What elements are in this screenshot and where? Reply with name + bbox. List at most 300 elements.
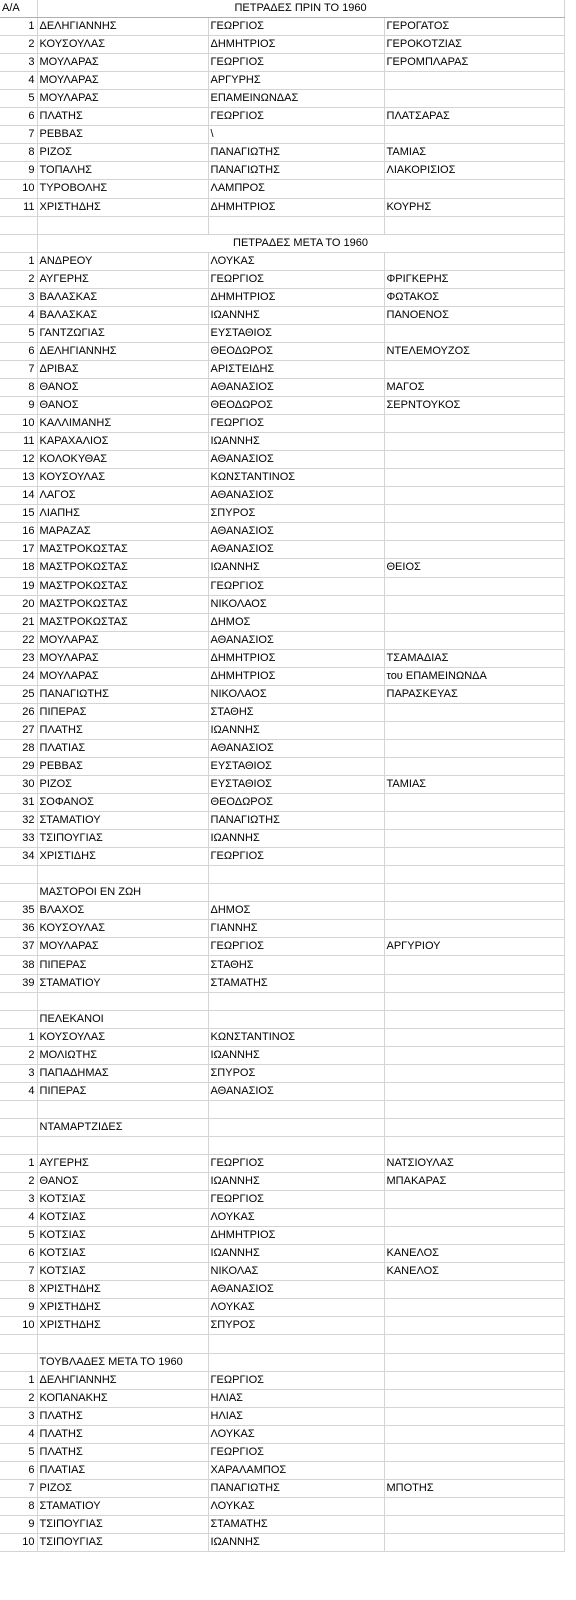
cell-nickname[interactable]: ΜΠΟΤΗΣ [384, 1479, 564, 1497]
cell-firstname[interactable]: ΑΘΑΝΑΣΙΟΣ [208, 378, 384, 396]
cell-nickname[interactable] [384, 1425, 564, 1443]
cell-firstname[interactable] [208, 866, 384, 884]
cell-nickname[interactable] [384, 757, 564, 775]
cell-firstname[interactable]: ΝΙΚΟΛΑΟΣ [208, 595, 384, 613]
cell-firstname[interactable]: ΣΤΑΜΑΤΗΣ [208, 974, 384, 992]
cell-number[interactable]: 19 [0, 577, 37, 595]
cell-surname[interactable]: ΠΙΠΕΡΑΣ [37, 703, 208, 721]
cell-surname[interactable] [37, 1100, 208, 1118]
cell-number[interactable]: 16 [0, 523, 37, 541]
cell-nickname[interactable] [384, 360, 564, 378]
cell-firstname[interactable]: ΣΠΥΡΟΣ [208, 1064, 384, 1082]
cell-firstname[interactable]: ΠΑΝΑΓΙΩΤΗΣ [208, 812, 384, 830]
cell-surname[interactable]: ΜΟΥΛΑΡΑΣ [37, 72, 208, 90]
cell-surname[interactable]: ΡΕΒΒΑΣ [37, 126, 208, 144]
cell-nickname[interactable] [384, 794, 564, 812]
cell-number[interactable]: 9 [0, 397, 37, 415]
cell-firstname[interactable]: ΚΩΝΣΤΑΝΤΙΝΟΣ [208, 469, 384, 487]
cell-surname[interactable]: ΣΤΑΜΑΤΙΟΥ [37, 812, 208, 830]
cell-number[interactable]: 27 [0, 721, 37, 739]
header-title[interactable]: ΠΕΤΡΑΔΕΣ ΠΡΙΝ ΤΟ 1960 [37, 0, 564, 18]
cell-surname[interactable]: ΛΙΑΠΗΣ [37, 505, 208, 523]
cell-number[interactable]: 7 [0, 1479, 37, 1497]
cell-firstname[interactable] [208, 884, 384, 902]
cell-number[interactable]: 11 [0, 198, 37, 216]
cell-number[interactable]: 9 [0, 1299, 37, 1317]
cell-surname[interactable]: ΜΑΣΤΡΟΚΩΣΤΑΣ [37, 613, 208, 631]
cell-nickname[interactable] [384, 1533, 564, 1551]
cell-nickname[interactable] [384, 721, 564, 739]
cell-surname[interactable]: ΚΟΥΣΟΥΛΑΣ [37, 469, 208, 487]
cell-number[interactable] [0, 1353, 37, 1371]
cell-number[interactable]: 1 [0, 1028, 37, 1046]
cell-surname[interactable]: ΜΟΥΛΑΡΑΣ [37, 54, 208, 72]
cell-firstname[interactable]: ΔΗΜΗΤΡΙΟΣ [208, 36, 384, 54]
cell-surname[interactable]: ΡΙΖΟΣ [37, 1479, 208, 1497]
cell-firstname[interactable]: ΗΛΙΑΣ [208, 1389, 384, 1407]
cell-number[interactable]: 3 [0, 1407, 37, 1425]
cell-firstname[interactable]: ΙΩΑΝΝΗΣ [208, 1245, 384, 1263]
cell-number[interactable]: 4 [0, 72, 37, 90]
cell-firstname[interactable]: ΙΩΑΝΝΗΣ [208, 306, 384, 324]
cell-number[interactable]: 18 [0, 559, 37, 577]
cell-firstname[interactable] [208, 1118, 384, 1136]
cell-surname[interactable]: ΡΕΒΒΑΣ [37, 757, 208, 775]
cell-number[interactable]: 1 [0, 1155, 37, 1173]
cell-surname[interactable]: ΧΡΙΣΤΙΔΗΣ [37, 848, 208, 866]
cell-nickname[interactable] [384, 830, 564, 848]
cell-surname[interactable]: ΚΟΥΣΟΥΛΑΣ [37, 920, 208, 938]
cell-nickname[interactable] [384, 812, 564, 830]
cell-nickname[interactable] [384, 1209, 564, 1227]
cell-nickname[interactable]: ΘΕΙΟΣ [384, 559, 564, 577]
cell-firstname[interactable]: ΠΑΝΑΓΙΩΤΗΣ [208, 144, 384, 162]
cell-firstname[interactable]: ΙΩΑΝΝΗΣ [208, 433, 384, 451]
cell-surname[interactable]: ΑΥΓΕΡΗΣ [37, 1155, 208, 1173]
cell-surname[interactable]: ΜΑΣΤΟΡΟΙ ΕΝ ΖΩΗ [37, 884, 208, 902]
cell-number[interactable]: 31 [0, 794, 37, 812]
cell-surname[interactable]: ΔΡΙΒΑΣ [37, 360, 208, 378]
cell-number[interactable]: 10 [0, 1317, 37, 1335]
cell-number[interactable]: 10 [0, 180, 37, 198]
cell-number[interactable]: 6 [0, 1245, 37, 1263]
cell-firstname[interactable]: ΙΩΑΝΝΗΣ [208, 1173, 384, 1191]
cell-firstname[interactable]: ΑΡΙΣΤΕΙΔΗΣ [208, 360, 384, 378]
cell-surname[interactable]: ΠΙΠΕΡΑΣ [37, 1082, 208, 1100]
cell-number[interactable]: 22 [0, 631, 37, 649]
cell-firstname[interactable]: ΣΠΥΡΟΣ [208, 1317, 384, 1335]
cell-number[interactable]: 9 [0, 162, 37, 180]
cell-nickname[interactable]: ΚΑΝΕΛΟΣ [384, 1245, 564, 1263]
cell-firstname[interactable]: ΙΩΑΝΝΗΣ [208, 830, 384, 848]
cell-firstname[interactable]: ΙΩΑΝΝΗΣ [208, 1046, 384, 1064]
cell-surname[interactable] [37, 216, 208, 234]
cell-number[interactable]: 15 [0, 505, 37, 523]
cell-surname[interactable]: ΜΟΥΛΑΡΑΣ [37, 649, 208, 667]
cell-firstname[interactable] [208, 1010, 384, 1028]
cell-number[interactable]: 7 [0, 360, 37, 378]
cell-firstname[interactable]: ΝΙΚΟΛΑΟΣ [208, 685, 384, 703]
cell-nickname[interactable] [384, 505, 564, 523]
cell-nickname[interactable]: ΝΤΕΛΕΜΟΥΖΟΣ [384, 342, 564, 360]
cell-number[interactable]: 4 [0, 1209, 37, 1227]
cell-nickname[interactable] [384, 902, 564, 920]
cell-firstname[interactable]: ΕΥΣΤΑΘΙΟΣ [208, 324, 384, 342]
cell-firstname[interactable]: ΓΕΩΡΓΙΟΣ [208, 108, 384, 126]
cell-surname[interactable] [37, 866, 208, 884]
cell-number[interactable] [0, 1010, 37, 1028]
cell-firstname[interactable]: ΓΕΩΡΓΙΟΣ [208, 938, 384, 956]
cell-surname[interactable]: ΘΑΝΟΣ [37, 397, 208, 415]
cell-number[interactable]: 37 [0, 938, 37, 956]
cell-number[interactable]: 1 [0, 18, 37, 36]
cell-firstname[interactable]: ΓΙΑΝΝΗΣ [208, 920, 384, 938]
cell-firstname[interactable]: ΕΥΣΤΑΘΙΟΣ [208, 776, 384, 794]
cell-firstname[interactable]: ΛΟΥΚΑΣ [208, 252, 384, 270]
cell-surname[interactable]: ΜΟΥΛΑΡΑΣ [37, 631, 208, 649]
cell-nickname[interactable]: ΤΑΜΙΑΣ [384, 776, 564, 794]
cell-nickname[interactable] [384, 1515, 564, 1533]
cell-nickname[interactable] [384, 433, 564, 451]
cell-number[interactable]: 6 [0, 1461, 37, 1479]
cell-surname[interactable]: ΠΑΠΑΔΗΜΑΣ [37, 1064, 208, 1082]
cell-firstname[interactable]: ΑΘΑΝΑΣΙΟΣ [208, 523, 384, 541]
cell-nickname[interactable] [384, 1010, 564, 1028]
cell-firstname[interactable]: ΧΑΡΑΛΑΜΠΟΣ [208, 1461, 384, 1479]
cell-number[interactable]: 5 [0, 324, 37, 342]
cell-firstname[interactable] [208, 216, 384, 234]
cell-number[interactable]: 21 [0, 613, 37, 631]
cell-nickname[interactable]: ΠΑΝΟΕΝΟΣ [384, 306, 564, 324]
cell-number[interactable]: 2 [0, 36, 37, 54]
cell-nickname[interactable]: ΠΛΑΤΣΑΡΑΣ [384, 108, 564, 126]
cell-surname[interactable]: ΔΕΛΗΓΙΑΝΝΗΣ [37, 1371, 208, 1389]
cell-number[interactable]: 3 [0, 54, 37, 72]
cell-number[interactable]: 4 [0, 1425, 37, 1443]
cell-firstname[interactable]: ΔΗΜΗΤΡΙΟΣ [208, 1227, 384, 1245]
cell-firstname[interactable]: ΔΗΜΗΤΡΙΟΣ [208, 649, 384, 667]
cell-surname[interactable]: ΚΟΥΣΟΥΛΑΣ [37, 36, 208, 54]
cell-firstname[interactable]: ΣΤΑΜΑΤΗΣ [208, 1515, 384, 1533]
cell-number[interactable]: 17 [0, 541, 37, 559]
cell-surname[interactable]: ΜΟΥΛΑΡΑΣ [37, 90, 208, 108]
cell-number[interactable]: 6 [0, 342, 37, 360]
cell-surname[interactable] [37, 1136, 208, 1154]
cell-surname[interactable]: ΤΣΙΠΟΥΓΙΑΣ [37, 1515, 208, 1533]
cell-surname[interactable]: ΚΟΥΣΟΥΛΑΣ [37, 1028, 208, 1046]
cell-number[interactable]: 13 [0, 469, 37, 487]
cell-nickname[interactable]: ΓΕΡΟΓΑΤΟΣ [384, 18, 564, 36]
cell-nickname[interactable]: ΤΣΑΜΑΔΙΑΣ [384, 649, 564, 667]
cell-nickname[interactable]: ΓΕΡΟΚΟΤΖΙΑΣ [384, 36, 564, 54]
cell-number[interactable]: 32 [0, 812, 37, 830]
cell-surname[interactable]: ΒΛΑΧΟΣ [37, 902, 208, 920]
cell-nickname[interactable] [384, 1028, 564, 1046]
cell-surname[interactable]: ΚΟΤΣΙΑΣ [37, 1227, 208, 1245]
cell-number[interactable] [0, 884, 37, 902]
cell-number[interactable]: 5 [0, 90, 37, 108]
cell-number[interactable]: 11 [0, 433, 37, 451]
cell-firstname[interactable]: ΓΕΩΡΓΙΟΣ [208, 415, 384, 433]
cell-number[interactable]: 20 [0, 595, 37, 613]
cell-number[interactable] [0, 1136, 37, 1154]
cell-nickname[interactable] [384, 252, 564, 270]
cell-surname[interactable]: ΔΕΛΗΓΙΑΝΝΗΣ [37, 18, 208, 36]
cell-nickname[interactable] [384, 1299, 564, 1317]
cell-number[interactable]: 30 [0, 776, 37, 794]
cell-firstname[interactable]: ΑΘΑΝΑΣΙΟΣ [208, 631, 384, 649]
cell-number[interactable]: 36 [0, 920, 37, 938]
cell-nickname[interactable] [384, 1461, 564, 1479]
cell-firstname[interactable]: ΕΠΑΜΕΙΝΩΝΔΑΣ [208, 90, 384, 108]
cell-number[interactable]: 14 [0, 487, 37, 505]
cell-surname[interactable]: ΑΥΓΕΡΗΣ [37, 270, 208, 288]
cell-surname[interactable]: ΒΑΛΑΣΚΑΣ [37, 288, 208, 306]
section-title[interactable]: ΠΕΤΡΑΔΕΣ ΜΕΤΑ ΤΟ 1960 [37, 234, 564, 252]
cell-firstname[interactable]: ΓΕΩΡΓΙΟΣ [208, 1155, 384, 1173]
cell-firstname[interactable] [208, 1100, 384, 1118]
cell-surname[interactable]: ΧΡΙΣΤΗΔΗΣ [37, 1281, 208, 1299]
cell-number[interactable]: 35 [0, 902, 37, 920]
cell-nickname[interactable] [384, 1335, 564, 1353]
cell-firstname[interactable]: ΛΟΥΚΑΣ [208, 1299, 384, 1317]
cell-nickname[interactable] [384, 974, 564, 992]
cell-number[interactable]: 24 [0, 667, 37, 685]
cell-nickname[interactable]: ΜΑΓΟΣ [384, 378, 564, 396]
cell-nickname[interactable] [384, 1136, 564, 1154]
cell-surname[interactable] [37, 1335, 208, 1353]
cell-surname[interactable]: ΒΑΛΑΣΚΑΣ [37, 306, 208, 324]
cell-number[interactable]: 8 [0, 144, 37, 162]
cell-number[interactable]: 4 [0, 1082, 37, 1100]
cell-number[interactable]: 33 [0, 830, 37, 848]
cell-firstname[interactable]: ΝΙΚΟΛΑΣ [208, 1263, 384, 1281]
cell-surname[interactable]: ΚΟΤΣΙΑΣ [37, 1209, 208, 1227]
cell-surname[interactable]: ΠΛΑΤΙΑΣ [37, 739, 208, 757]
cell-number[interactable]: 10 [0, 1533, 37, 1551]
cell-surname[interactable]: ΧΡΙΣΤΗΔΗΣ [37, 1317, 208, 1335]
cell-firstname[interactable]: ΗΛΙΑΣ [208, 1407, 384, 1425]
cell-surname[interactable]: ΓΑΝΤΖΩΓΙΑΣ [37, 324, 208, 342]
cell-surname[interactable]: ΠΛΑΤΗΣ [37, 1407, 208, 1425]
cell-nickname[interactable] [384, 631, 564, 649]
cell-surname[interactable]: ΠΛΑΤΗΣ [37, 1425, 208, 1443]
cell-firstname[interactable]: ΑΡΓΥΡΗΣ [208, 72, 384, 90]
cell-surname[interactable]: ΜΑΣΤΡΟΚΩΣΤΑΣ [37, 577, 208, 595]
cell-surname[interactable]: ΧΡΙΣΤΗΔΗΣ [37, 198, 208, 216]
cell-nickname[interactable] [384, 1118, 564, 1136]
cell-number[interactable]: 39 [0, 974, 37, 992]
cell-number[interactable]: 3 [0, 1191, 37, 1209]
cell-number[interactable]: 25 [0, 685, 37, 703]
cell-surname[interactable]: ΘΑΝΟΣ [37, 378, 208, 396]
cell-number[interactable]: 3 [0, 288, 37, 306]
cell-nickname[interactable] [384, 487, 564, 505]
cell-firstname[interactable]: ΘΕΟΔΩΡΟΣ [208, 397, 384, 415]
cell-firstname[interactable]: ΑΘΑΝΑΣΙΟΣ [208, 1082, 384, 1100]
cell-number[interactable]: 23 [0, 649, 37, 667]
cell-number[interactable] [0, 866, 37, 884]
cell-firstname[interactable]: ΠΑΝΑΓΙΩΤΗΣ [208, 162, 384, 180]
cell-number[interactable]: 38 [0, 956, 37, 974]
cell-firstname[interactable] [208, 992, 384, 1010]
cell-number[interactable] [0, 216, 37, 234]
cell-firstname[interactable]: ΘΕΟΔΩΡΟΣ [208, 794, 384, 812]
cell-number[interactable]: 1 [0, 252, 37, 270]
cell-number[interactable]: 7 [0, 1263, 37, 1281]
cell-surname[interactable]: ΠΙΠΕΡΑΣ [37, 956, 208, 974]
cell-surname[interactable]: ΜΑΣΤΡΟΚΩΣΤΑΣ [37, 541, 208, 559]
cell-nickname[interactable] [384, 577, 564, 595]
cell-number[interactable]: 28 [0, 739, 37, 757]
cell-surname[interactable]: ΜΑΡΑΖΑΣ [37, 523, 208, 541]
cell-surname[interactable] [37, 992, 208, 1010]
cell-number[interactable] [0, 234, 37, 252]
cell-nickname[interactable] [384, 523, 564, 541]
cell-nickname[interactable]: ΓΕΡΟΜΠΛΑΡΑΣ [384, 54, 564, 72]
cell-number[interactable]: 7 [0, 126, 37, 144]
cell-surname[interactable]: ΡΙΖΟΣ [37, 776, 208, 794]
cell-number[interactable]: 34 [0, 848, 37, 866]
cell-nickname[interactable]: ΜΠΑΚΑΡΑΣ [384, 1173, 564, 1191]
cell-nickname[interactable] [384, 739, 564, 757]
cell-number[interactable]: 2 [0, 270, 37, 288]
cell-nickname[interactable] [384, 920, 564, 938]
cell-firstname[interactable]: ΣΤΑΘΗΣ [208, 956, 384, 974]
cell-nickname[interactable] [384, 469, 564, 487]
cell-firstname[interactable]: ΙΩΑΝΝΗΣ [208, 559, 384, 577]
cell-nickname[interactable] [384, 703, 564, 721]
cell-firstname[interactable]: ΓΕΩΡΓΙΟΣ [208, 270, 384, 288]
cell-number[interactable]: 9 [0, 1515, 37, 1533]
cell-nickname[interactable] [384, 1191, 564, 1209]
cell-firstname[interactable]: ΑΘΑΝΑΣΙΟΣ [208, 739, 384, 757]
cell-nickname[interactable] [384, 180, 564, 198]
cell-surname[interactable]: ΠΑΝΑΓΙΩΤΗΣ [37, 685, 208, 703]
cell-number[interactable]: 26 [0, 703, 37, 721]
cell-surname[interactable]: ΤΣΙΠΟΥΓΙΑΣ [37, 830, 208, 848]
cell-firstname[interactable]: ΛΟΥΚΑΣ [208, 1209, 384, 1227]
cell-surname[interactable]: ΣΤΑΜΑΤΙΟΥ [37, 1497, 208, 1515]
cell-firstname[interactable]: ΓΕΩΡΓΙΟΣ [208, 577, 384, 595]
cell-surname[interactable]: ΣΟΦΑΝΟΣ [37, 794, 208, 812]
cell-nickname[interactable]: ΤΑΜΙΑΣ [384, 144, 564, 162]
cell-nickname[interactable]: ΚΑΝΕΛΟΣ [384, 1263, 564, 1281]
cell-surname[interactable]: ΤΟΥΒΛΑΔΕΣ ΜΕΤΑ ΤΟ 1960 [37, 1353, 208, 1371]
cell-number[interactable]: 2 [0, 1046, 37, 1064]
cell-nickname[interactable] [384, 1082, 564, 1100]
cell-nickname[interactable] [384, 595, 564, 613]
cell-surname[interactable]: ΚΑΛΛΙΜΑΝΗΣ [37, 415, 208, 433]
cell-number[interactable] [0, 992, 37, 1010]
cell-number[interactable]: 1 [0, 1371, 37, 1389]
cell-nickname[interactable] [384, 866, 564, 884]
cell-firstname[interactable]: ΑΘΑΝΑΣΙΟΣ [208, 451, 384, 469]
cell-nickname[interactable] [384, 451, 564, 469]
cell-firstname[interactable]: ΕΥΣΤΑΘΙΟΣ [208, 757, 384, 775]
cell-surname[interactable]: ΚΟΤΣΙΑΣ [37, 1263, 208, 1281]
cell-surname[interactable]: ΜΑΣΤΡΟΚΩΣΤΑΣ [37, 559, 208, 577]
cell-nickname[interactable] [384, 1407, 564, 1425]
cell-number[interactable]: 12 [0, 451, 37, 469]
cell-firstname[interactable]: ΓΕΩΡΓΙΟΣ [208, 1191, 384, 1209]
cell-firstname[interactable]: ΔΗΜΟΣ [208, 902, 384, 920]
cell-nickname[interactable]: ΦΡΙΓΚΕΡΗΣ [384, 270, 564, 288]
cell-firstname[interactable] [208, 1136, 384, 1154]
cell-surname[interactable]: ΤΣΙΠΟΥΓΙΑΣ [37, 1533, 208, 1551]
cell-number[interactable]: 10 [0, 415, 37, 433]
cell-firstname[interactable]: ΑΘΑΝΑΣΙΟΣ [208, 541, 384, 559]
cell-nickname[interactable]: ΠΑΡΑΣΚΕΥΑΣ [384, 685, 564, 703]
cell-number[interactable]: 5 [0, 1227, 37, 1245]
cell-nickname[interactable] [384, 1227, 564, 1245]
cell-firstname[interactable]: ΠΑΝΑΓΙΩΤΗΣ [208, 1479, 384, 1497]
cell-firstname[interactable]: ΓΕΩΡΓΙΟΣ [208, 54, 384, 72]
cell-surname[interactable]: ΧΡΙΣΤΗΔΗΣ [37, 1299, 208, 1317]
cell-firstname[interactable]: ΣΤΑΘΗΣ [208, 703, 384, 721]
cell-nickname[interactable]: ΑΡΓΥΡΙΟΥ [384, 938, 564, 956]
cell-firstname[interactable]: ΛΑΜΠΡΟΣ [208, 180, 384, 198]
cell-surname[interactable]: ΣΤΑΜΑΤΙΟΥ [37, 974, 208, 992]
cell-surname[interactable]: ΜΟΛΙΩΤΗΣ [37, 1046, 208, 1064]
cell-nickname[interactable]: ΚΟΥΡΗΣ [384, 198, 564, 216]
cell-surname[interactable]: ΚΟΤΣΙΑΣ [37, 1245, 208, 1263]
cell-surname[interactable]: ΚΟΛΟΚΥΘΑΣ [37, 451, 208, 469]
cell-number[interactable]: 3 [0, 1064, 37, 1082]
cell-surname[interactable]: ΜΟΥΛΑΡΑΣ [37, 938, 208, 956]
cell-nickname[interactable] [384, 1317, 564, 1335]
cell-nickname[interactable] [384, 415, 564, 433]
cell-number[interactable]: 29 [0, 757, 37, 775]
cell-nickname[interactable] [384, 216, 564, 234]
cell-nickname[interactable] [384, 884, 564, 902]
cell-number[interactable]: 2 [0, 1389, 37, 1407]
cell-nickname[interactable] [384, 848, 564, 866]
cell-surname[interactable]: ΠΛΑΤΙΑΣ [37, 1461, 208, 1479]
cell-firstname[interactable]: ΑΘΑΝΑΣΙΟΣ [208, 487, 384, 505]
cell-surname[interactable]: ΚΑΡΑΧΑΛΙΟΣ [37, 433, 208, 451]
cell-firstname[interactable]: ΑΘΑΝΑΣΙΟΣ [208, 1281, 384, 1299]
cell-nickname[interactable] [384, 1443, 564, 1461]
cell-firstname[interactable]: ΘΕΟΔΩΡΟΣ [208, 342, 384, 360]
cell-firstname[interactable]: ΙΩΑΝΝΗΣ [208, 1533, 384, 1551]
cell-surname[interactable]: ΡΙΖΟΣ [37, 144, 208, 162]
cell-firstname[interactable]: ΣΠΥΡΟΣ [208, 505, 384, 523]
cell-nickname[interactable] [384, 126, 564, 144]
cell-surname[interactable]: ΤΟΠΑΛΗΣ [37, 162, 208, 180]
cell-surname[interactable]: ΚΟΤΣΙΑΣ [37, 1191, 208, 1209]
cell-surname[interactable]: ΠΛΑΤΗΣ [37, 721, 208, 739]
cell-nickname[interactable] [384, 324, 564, 342]
cell-nickname[interactable] [384, 1064, 564, 1082]
cell-firstname[interactable]: ΙΩΑΝΝΗΣ [208, 721, 384, 739]
cell-firstname[interactable]: ΓΕΩΡΓΙΟΣ [208, 1371, 384, 1389]
cell-number[interactable]: 6 [0, 108, 37, 126]
cell-firstname[interactable]: ΔΗΜΟΣ [208, 613, 384, 631]
cell-firstname[interactable]: \ [208, 126, 384, 144]
cell-firstname[interactable]: ΔΗΜΗΤΡΙΟΣ [208, 667, 384, 685]
cell-firstname[interactable]: ΚΩΝΣΤΑΝΤΙΝΟΣ [208, 1028, 384, 1046]
cell-firstname[interactable]: ΔΗΜΗΤΡΙΟΣ [208, 288, 384, 306]
cell-number[interactable] [0, 1100, 37, 1118]
cell-surname[interactable]: ΠΕΛΕΚΑΝΟΙ [37, 1010, 208, 1028]
cell-number[interactable]: 8 [0, 378, 37, 396]
cell-nickname[interactable]: ΝΑΤΣΙΟΥΛΑΣ [384, 1155, 564, 1173]
cell-nickname[interactable] [384, 72, 564, 90]
cell-number[interactable] [0, 1335, 37, 1353]
cell-surname[interactable]: ΜΑΣΤΡΟΚΩΣΤΑΣ [37, 595, 208, 613]
cell-surname[interactable]: ΘΑΝΟΣ [37, 1173, 208, 1191]
